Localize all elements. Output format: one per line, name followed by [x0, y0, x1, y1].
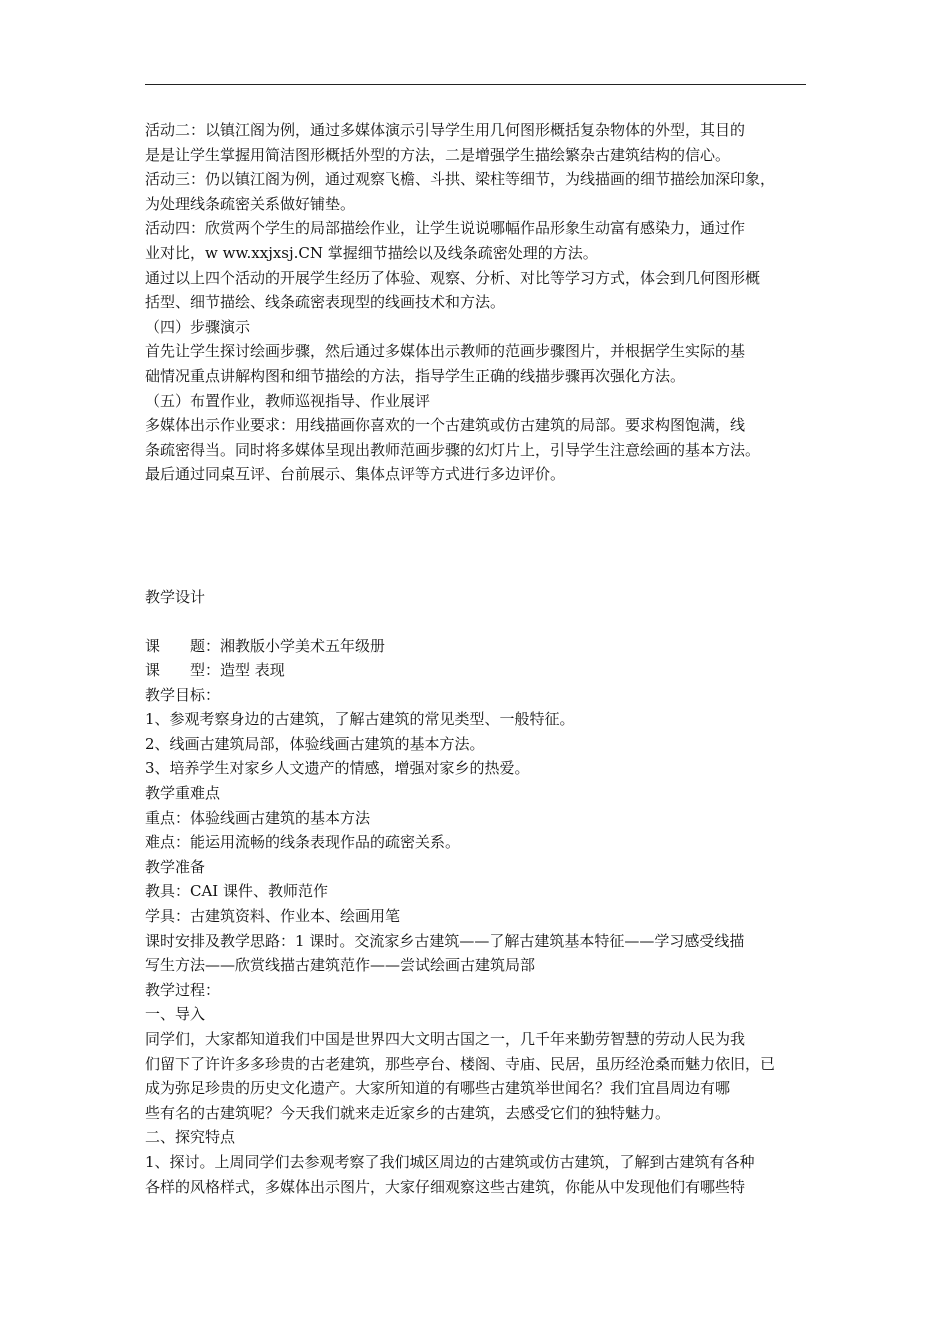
- paragraph-line: 础情况重点讲解构图和细节描绘的方法，指导学生正确的线描步骤再次强化方法。: [145, 366, 686, 385]
- paragraph-line: 教学准备: [145, 857, 206, 876]
- paragraph-line: 些有名的古建筑呢？今天我们就来走近家乡的古建筑，去感受它们的独特魅力。: [145, 1103, 671, 1122]
- paragraph-line: 多媒体出示作业要求：用线描画你喜欢的一个古建筑或仿古建筑的局部。要求构图饱满，线: [145, 416, 746, 435]
- paragraph-line: 学具：古建筑资料、作业本、绘画用笔: [145, 907, 401, 926]
- paragraph-line: 教学目标：: [145, 685, 221, 704]
- paragraph-line: 教具：CAI 课件、教师范作: [145, 882, 329, 901]
- paragraph-line: 写生方法——欣赏线描古建筑范作——尝试绘画古建筑局部: [145, 956, 536, 975]
- paragraph-line: 活动三：仍以镇江阁为例，通过观察飞檐、斗拱、梁柱等细节，为线描画的细节描绘加深印象，: [145, 170, 776, 189]
- paragraph-line: 3、培养学生对家乡人文遗产的情感，增强对家乡的热爱。: [145, 759, 530, 778]
- paragraph-line: 业对比，w ww.xxjxsj.CN 掌握细节描绘以及线条疏密处理的方法。: [145, 243, 598, 262]
- paragraph-line: 难点：能运用流畅的线条表现作品的疏密关系。: [145, 833, 461, 852]
- paragraph-line: 教学过程：: [145, 980, 221, 999]
- paragraph-line: 活动四：欣赏两个学生的局部描绘作业，让学生说说哪幅作品形象生动富有感染力，通过作: [145, 219, 746, 238]
- section-activities: [145, 118, 810, 487]
- paragraph-line: 课 题：湘教版小学美术五年级册: [145, 636, 386, 655]
- section-lesson-design: [145, 634, 810, 1200]
- paragraph-line: 是是让学生掌握用简洁图形概括外型的方法，二是增强学生描绘繁杂古建筑结构的信心。: [145, 145, 731, 164]
- section-heading: 教学设计: [145, 587, 206, 606]
- paragraph-line: 课 型：造型 表现: [145, 661, 285, 680]
- paragraph-line: （五）布置作业，教师巡视指导、作业展评: [145, 391, 431, 410]
- paragraph-line: 课时安排及教学思路：1 课时。交流家乡古建筑——了解古建筑基本特征——学习感受线描: [145, 931, 745, 950]
- paragraph-line: 教学重难点: [145, 784, 221, 803]
- paragraph-line: 重点：体验线画古建筑的基本方法: [145, 808, 371, 827]
- paragraph-line: 最后通过同桌互评、台前展示、集体点评等方式进行多边评价。: [145, 465, 566, 484]
- paragraph-line: 1、参观考察身边的古建筑，了解古建筑的常见类型、一般特征。: [145, 710, 575, 729]
- document-page: [145, 118, 810, 1199]
- paragraph-line: 条疏密得当。同时将多媒体呈现出教师范画步骤的幻灯片上，引导学生注意绘画的基本方法。: [145, 440, 761, 459]
- paragraph-line: 2、线画古建筑局部，体验线画古建筑的基本方法。: [145, 734, 485, 753]
- paragraph-line: 括型、细节描绘、线条疏密表现型的线画技术和方法。: [145, 293, 506, 312]
- paragraph-line: 们留下了许许多多珍贵的古老建筑，那些亭台、楼阁、寺庙、民居，虽历经沧桑而魅力依旧，已: [145, 1054, 776, 1073]
- header-rule: [145, 84, 806, 85]
- paragraph-line: 活动二：以镇江阁为例，通过多媒体演示引导学生用几何图形概括复杂物体的外型，其目的: [145, 121, 746, 139]
- paragraph-line: 成为弥足珍贵的历史文化遗产。大家所知道的有哪些古建筑举世闻名？我们宜昌周边有哪: [145, 1079, 731, 1098]
- paragraph-line: （四）步骤演示: [145, 317, 251, 336]
- paragraph-line: 一、导入: [145, 1005, 206, 1024]
- paragraph-line: 首先让学生探讨绘画步骤，然后通过多媒体出示教师的范画步骤图片，并根据学生实际的基: [145, 342, 746, 361]
- paragraph-line: 1、探讨。上周同学们去参观考察了我们城区周边的古建筑或仿古建筑，了解到古建筑有各种: [145, 1152, 755, 1171]
- paragraph-line: 通过以上四个活动的开展学生经历了体验、观察、分析、对比等学习方式，体会到几何图形概: [145, 268, 761, 287]
- paragraph-line: 同学们，大家都知道我们中国是世界四大文明古国之一，几千年来勤劳智慧的劳动人民为我: [145, 1030, 746, 1048]
- paragraph-line: 为处理线条疏密关系做好铺垫。: [145, 194, 356, 213]
- paragraph-line: 各样的风格样式，多媒体出示图片，大家仔细观察这些古建筑，你能从中发现他们有哪些特: [145, 1177, 746, 1196]
- paragraph-line: 二、探究特点: [145, 1128, 236, 1147]
